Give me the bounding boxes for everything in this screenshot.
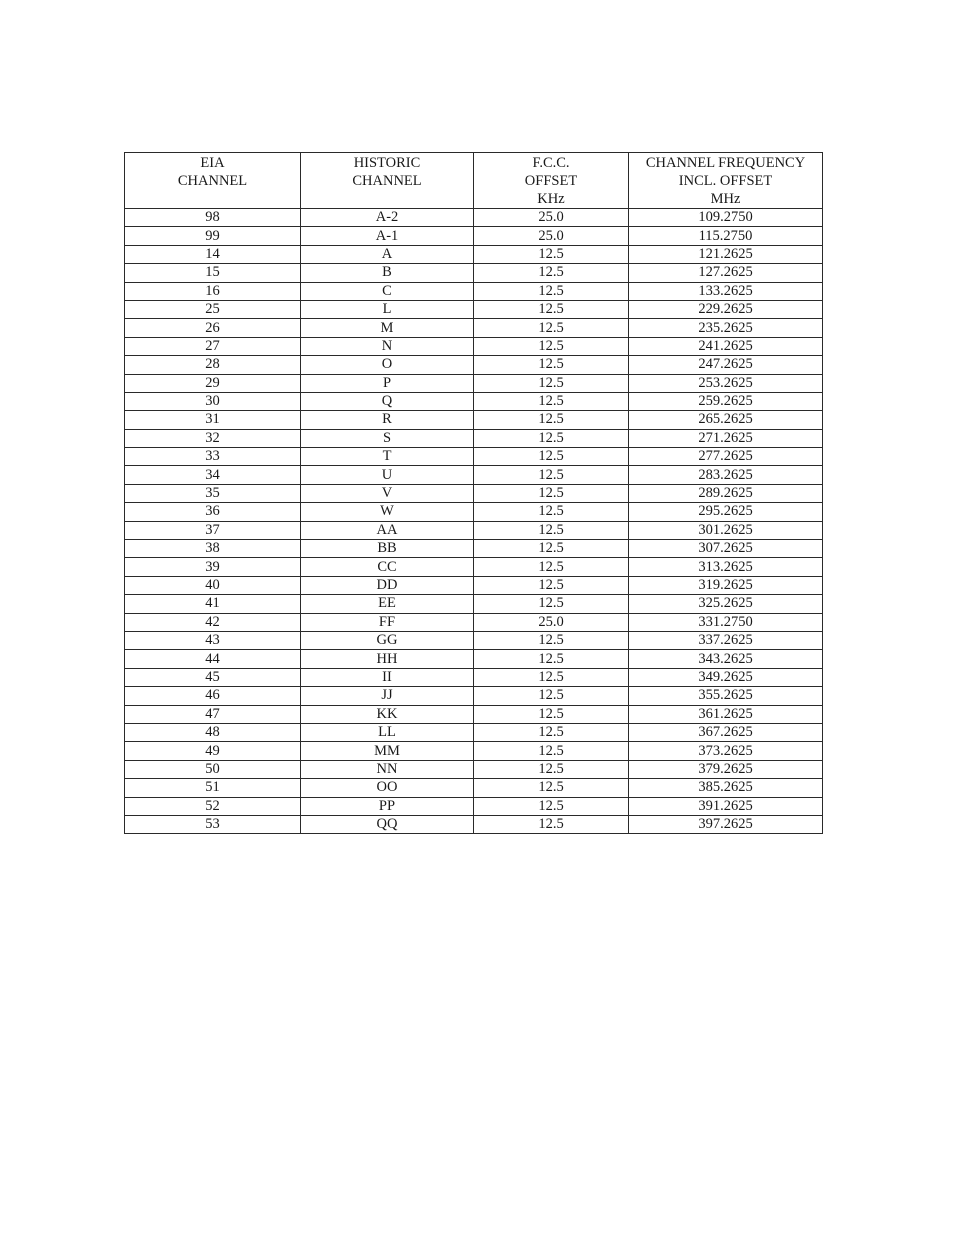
cell-channel-frequency: 307.2625 xyxy=(629,540,823,558)
cell-historic-channel: HH xyxy=(301,650,474,668)
cell-eia-channel: 32 xyxy=(125,429,301,447)
table-row xyxy=(125,540,823,558)
cell-fcc-offset: 12.5 xyxy=(474,650,629,668)
cell-channel-frequency: 349.2625 xyxy=(629,668,823,686)
cell-historic-channel: MM xyxy=(301,742,474,760)
cell-fcc-offset: 12.5 xyxy=(474,503,629,521)
cell-channel-frequency: 265.2625 xyxy=(629,411,823,429)
cell-eia-channel: 26 xyxy=(125,319,301,337)
cell-fcc-offset: 12.5 xyxy=(474,558,629,576)
cell-eia-channel: 29 xyxy=(125,374,301,392)
header-line: MHz xyxy=(710,191,741,207)
cell-channel-frequency: 247.2625 xyxy=(629,356,823,374)
cell-historic-channel: B xyxy=(301,264,474,282)
table-row xyxy=(125,650,823,668)
cell-channel-frequency: 343.2625 xyxy=(629,650,823,668)
cell-historic-channel: PP xyxy=(301,797,474,815)
cell-historic-channel: C xyxy=(301,282,474,300)
cell-eia-channel: 99 xyxy=(125,227,301,245)
cell-fcc-offset: 12.5 xyxy=(474,429,629,447)
cell-fcc-offset: 12.5 xyxy=(474,319,629,337)
cell-eia-channel: 39 xyxy=(125,558,301,576)
cell-fcc-offset: 12.5 xyxy=(474,484,629,502)
cell-channel-frequency: 379.2625 xyxy=(629,760,823,778)
header-channel-frequency xyxy=(629,153,823,209)
cell-fcc-offset: 12.5 xyxy=(474,448,629,466)
cell-channel-frequency: 337.2625 xyxy=(629,631,823,649)
header-eia-channel xyxy=(125,153,301,209)
cell-historic-channel: A xyxy=(301,245,474,263)
table-row xyxy=(125,705,823,723)
table-row xyxy=(125,668,823,686)
cell-eia-channel: 35 xyxy=(125,484,301,502)
cell-historic-channel: A-2 xyxy=(301,209,474,227)
cell-channel-frequency: 235.2625 xyxy=(629,319,823,337)
cell-channel-frequency: 259.2625 xyxy=(629,392,823,410)
cell-historic-channel: BB xyxy=(301,540,474,558)
cell-channel-frequency: 271.2625 xyxy=(629,429,823,447)
cell-channel-frequency: 229.2625 xyxy=(629,300,823,318)
header-line: CHANNEL xyxy=(177,173,248,189)
cell-fcc-offset: 25.0 xyxy=(474,227,629,245)
cell-historic-channel: O xyxy=(301,356,474,374)
cell-channel-frequency: 397.2625 xyxy=(629,815,823,833)
cell-eia-channel: 44 xyxy=(125,650,301,668)
cell-eia-channel: 31 xyxy=(125,411,301,429)
cell-channel-frequency: 253.2625 xyxy=(629,374,823,392)
table-row xyxy=(125,319,823,337)
cell-eia-channel: 47 xyxy=(125,705,301,723)
cell-historic-channel: CC xyxy=(301,558,474,576)
cell-fcc-offset: 12.5 xyxy=(474,374,629,392)
cell-historic-channel: U xyxy=(301,466,474,484)
cell-channel-frequency: 121.2625 xyxy=(629,245,823,263)
cell-fcc-offset: 12.5 xyxy=(474,705,629,723)
cell-channel-frequency: 319.2625 xyxy=(629,576,823,594)
cell-channel-frequency: 391.2625 xyxy=(629,797,823,815)
header-line: CHANNEL FREQUENCY xyxy=(645,155,806,171)
table-row xyxy=(125,411,823,429)
cell-fcc-offset: 12.5 xyxy=(474,282,629,300)
table-row xyxy=(125,227,823,245)
cell-historic-channel: R xyxy=(301,411,474,429)
cell-eia-channel: 27 xyxy=(125,337,301,355)
cell-eia-channel: 30 xyxy=(125,392,301,410)
cell-fcc-offset: 12.5 xyxy=(474,264,629,282)
table-row xyxy=(125,392,823,410)
cell-fcc-offset: 12.5 xyxy=(474,392,629,410)
cell-historic-channel: A-1 xyxy=(301,227,474,245)
table-row xyxy=(125,742,823,760)
table-row xyxy=(125,687,823,705)
cell-eia-channel: 33 xyxy=(125,448,301,466)
cell-historic-channel: NN xyxy=(301,760,474,778)
cell-historic-channel: L xyxy=(301,300,474,318)
channel-frequency-table xyxy=(124,152,823,834)
cell-historic-channel: S xyxy=(301,429,474,447)
table-row xyxy=(125,448,823,466)
cell-historic-channel: EE xyxy=(301,595,474,613)
cell-eia-channel: 51 xyxy=(125,779,301,797)
cell-fcc-offset: 12.5 xyxy=(474,411,629,429)
cell-channel-frequency: 331.2750 xyxy=(629,613,823,631)
table-row xyxy=(125,797,823,815)
cell-eia-channel: 46 xyxy=(125,687,301,705)
cell-eia-channel: 41 xyxy=(125,595,301,613)
cell-eia-channel: 36 xyxy=(125,503,301,521)
table-row xyxy=(125,815,823,833)
cell-channel-frequency: 313.2625 xyxy=(629,558,823,576)
cell-historic-channel: OO xyxy=(301,779,474,797)
table-row xyxy=(125,264,823,282)
cell-channel-frequency: 301.2625 xyxy=(629,521,823,539)
table-body xyxy=(125,209,823,834)
cell-channel-frequency: 325.2625 xyxy=(629,595,823,613)
table-row xyxy=(125,576,823,594)
table-row xyxy=(125,779,823,797)
table-row xyxy=(125,484,823,502)
cell-channel-frequency: 133.2625 xyxy=(629,282,823,300)
header-line: EIA xyxy=(200,155,225,171)
table-row xyxy=(125,300,823,318)
cell-fcc-offset: 25.0 xyxy=(474,209,629,227)
cell-eia-channel: 49 xyxy=(125,742,301,760)
cell-fcc-offset: 12.5 xyxy=(474,466,629,484)
cell-historic-channel: M xyxy=(301,319,474,337)
table-row xyxy=(125,374,823,392)
cell-fcc-offset: 12.5 xyxy=(474,576,629,594)
cell-historic-channel: II xyxy=(301,668,474,686)
cell-historic-channel: FF xyxy=(301,613,474,631)
table-row xyxy=(125,595,823,613)
table-row xyxy=(125,282,823,300)
table-row xyxy=(125,503,823,521)
cell-fcc-offset: 25.0 xyxy=(474,613,629,631)
cell-historic-channel: JJ xyxy=(301,687,474,705)
cell-historic-channel: W xyxy=(301,503,474,521)
header-line: CHANNEL xyxy=(352,173,422,189)
cell-historic-channel: T xyxy=(301,448,474,466)
cell-channel-frequency: 109.2750 xyxy=(629,209,823,227)
header-fcc-offset xyxy=(474,153,629,209)
cell-historic-channel: P xyxy=(301,374,474,392)
table-row xyxy=(125,429,823,447)
header-line: KHz xyxy=(537,191,565,207)
header-line: OFFSET xyxy=(524,173,578,189)
table-row xyxy=(125,723,823,741)
cell-eia-channel: 16 xyxy=(125,282,301,300)
cell-channel-frequency: 385.2625 xyxy=(629,779,823,797)
cell-fcc-offset: 12.5 xyxy=(474,668,629,686)
cell-fcc-offset: 12.5 xyxy=(474,815,629,833)
cell-eia-channel: 28 xyxy=(125,356,301,374)
cell-channel-frequency: 277.2625 xyxy=(629,448,823,466)
table-row xyxy=(125,356,823,374)
cell-historic-channel: GG xyxy=(301,631,474,649)
cell-channel-frequency: 361.2625 xyxy=(629,705,823,723)
cell-eia-channel: 38 xyxy=(125,540,301,558)
cell-fcc-offset: 12.5 xyxy=(474,595,629,613)
cell-fcc-offset: 12.5 xyxy=(474,687,629,705)
cell-historic-channel: QQ xyxy=(301,815,474,833)
table-row xyxy=(125,558,823,576)
cell-eia-channel: 15 xyxy=(125,264,301,282)
cell-historic-channel: KK xyxy=(301,705,474,723)
cell-eia-channel: 43 xyxy=(125,631,301,649)
header-line: HISTORIC xyxy=(353,155,421,171)
cell-eia-channel: 14 xyxy=(125,245,301,263)
header-line: F.C.C. xyxy=(532,155,570,171)
cell-eia-channel: 34 xyxy=(125,466,301,484)
cell-channel-frequency: 355.2625 xyxy=(629,687,823,705)
cell-eia-channel: 45 xyxy=(125,668,301,686)
cell-fcc-offset: 12.5 xyxy=(474,300,629,318)
cell-channel-frequency: 283.2625 xyxy=(629,466,823,484)
cell-fcc-offset: 12.5 xyxy=(474,540,629,558)
cell-historic-channel: Q xyxy=(301,392,474,410)
table-row xyxy=(125,466,823,484)
cell-fcc-offset: 12.5 xyxy=(474,742,629,760)
cell-fcc-offset: 12.5 xyxy=(474,631,629,649)
table-row xyxy=(125,209,823,227)
cell-historic-channel: LL xyxy=(301,723,474,741)
cell-fcc-offset: 12.5 xyxy=(474,797,629,815)
cell-channel-frequency: 367.2625 xyxy=(629,723,823,741)
table-row xyxy=(125,613,823,631)
header-line: INCL. OFFSET xyxy=(678,173,773,189)
cell-eia-channel: 52 xyxy=(125,797,301,815)
cell-channel-frequency: 295.2625 xyxy=(629,503,823,521)
cell-fcc-offset: 12.5 xyxy=(474,337,629,355)
cell-fcc-offset: 12.5 xyxy=(474,356,629,374)
cell-eia-channel: 98 xyxy=(125,209,301,227)
cell-channel-frequency: 289.2625 xyxy=(629,484,823,502)
table-row xyxy=(125,760,823,778)
cell-channel-frequency: 115.2750 xyxy=(629,227,823,245)
table-row xyxy=(125,631,823,649)
cell-fcc-offset: 12.5 xyxy=(474,245,629,263)
cell-eia-channel: 53 xyxy=(125,815,301,833)
table-row xyxy=(125,245,823,263)
cell-historic-channel: AA xyxy=(301,521,474,539)
cell-channel-frequency: 127.2625 xyxy=(629,264,823,282)
cell-channel-frequency: 373.2625 xyxy=(629,742,823,760)
cell-fcc-offset: 12.5 xyxy=(474,521,629,539)
cell-eia-channel: 40 xyxy=(125,576,301,594)
table-row xyxy=(125,337,823,355)
table-row xyxy=(125,521,823,539)
cell-fcc-offset: 12.5 xyxy=(474,723,629,741)
cell-eia-channel: 50 xyxy=(125,760,301,778)
cell-historic-channel: V xyxy=(301,484,474,502)
cell-channel-frequency: 241.2625 xyxy=(629,337,823,355)
cell-eia-channel: 48 xyxy=(125,723,301,741)
cell-eia-channel: 37 xyxy=(125,521,301,539)
cell-fcc-offset: 12.5 xyxy=(474,760,629,778)
table-header-row xyxy=(125,153,823,209)
cell-eia-channel: 25 xyxy=(125,300,301,318)
cell-historic-channel: N xyxy=(301,337,474,355)
cell-historic-channel: DD xyxy=(301,576,474,594)
header-historic-channel xyxy=(301,153,474,209)
cell-eia-channel: 42 xyxy=(125,613,301,631)
cell-fcc-offset: 12.5 xyxy=(474,779,629,797)
